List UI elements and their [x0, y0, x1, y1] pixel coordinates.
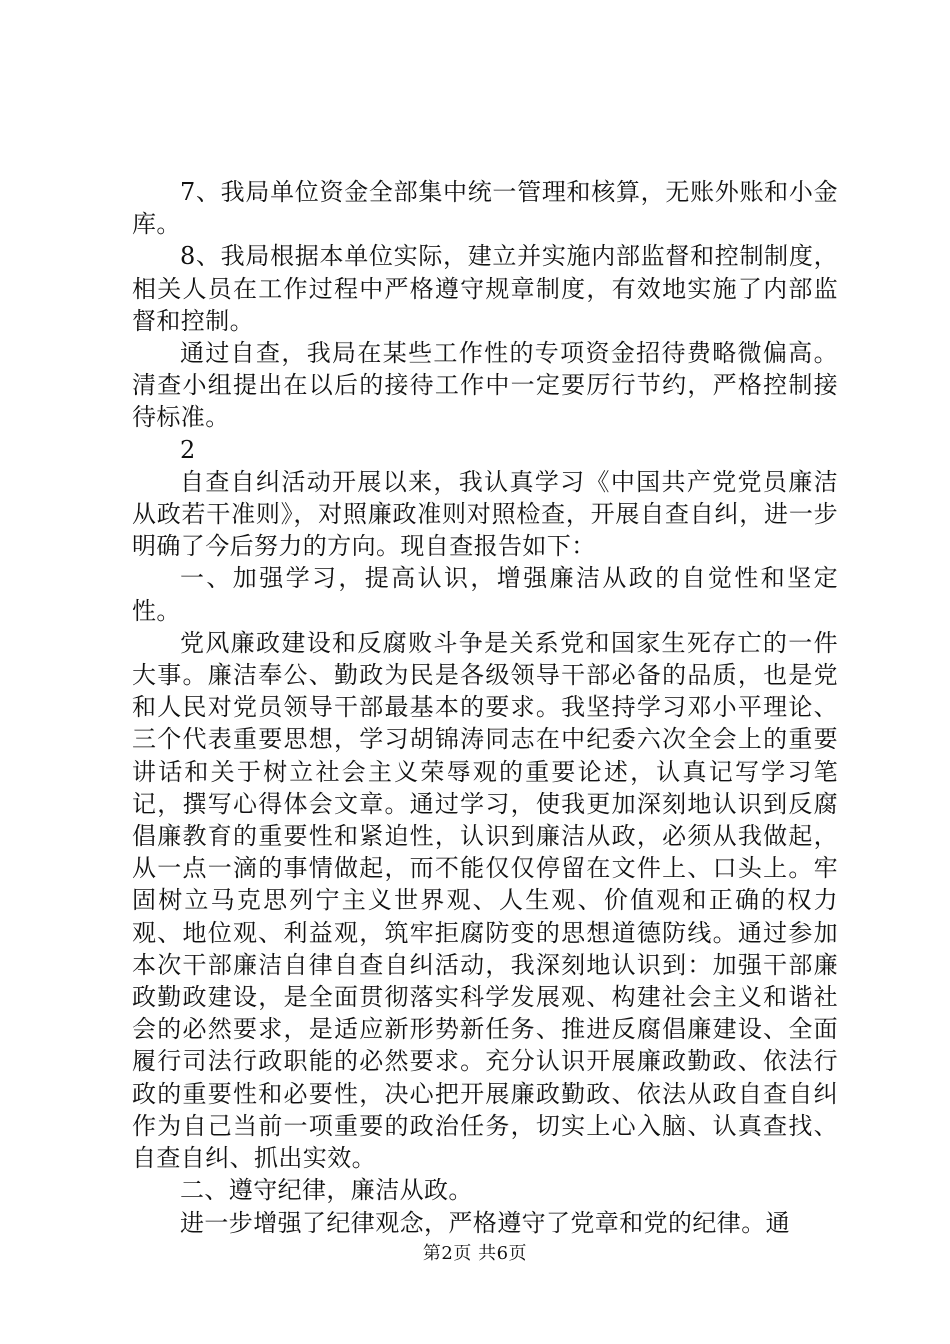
paragraph-study: 党风廉政建设和反腐败斗争是关系党和国家生死存亡的一件大事。廉洁奉公、勤政为民是各级领导干部必备的品质，也是党和人民对党员领导干部最基本的要求。我坚持学习邓小平理论、三个代表重要思想，学习胡锦涛同志在中纪委六次全会上的重要讲话和关于树立社会主义荣辱观的重要论述，认真记写学习笔记，撰写心得体会文章。通过学习，使我更加深刻地认识到反腐倡廉教育的重要性和紧迫性，认识到廉洁从政，必须从我做起，从一点一滴的事情做起，而不能仅仅停留在文件上、口头上。牢固树立马克思列宁主义世界观、人生观、价值观和正确的权力观、地位观、利益观，筑牢拒腐防变的思想道德防线。通过参加本次干部廉洁自律自查自纠活动，我深刻地认识到：加强干部廉政勤政建设，是全面贯彻落实科学发展观、构建社会主义和谐社会的必然要求，是适应新形势新任务、推进反腐倡廉建设、全面履行司法行政职能的必然要求。充分认识开展廉政勤政、依法行政的重要性和必要性，决心把开展廉政勤政、依法从政自查自纠作为自己当前一项重要的政治任务，切实上心入脑、认真查找、自查自纠、抓出实效。: [132, 628, 838, 1173]
paragraph-discipline: 进一步增强了纪律观念，严格遵守了党章和党的纪律。通: [180, 1208, 790, 1237]
page-footer: 第2页 共6页: [422, 1243, 528, 1264]
paragraph-intro: 自查自纠活动开展以来，我认真学习《中国共产党党员廉洁从政若干准则》，对照廉政准则对照检查，开展自查自纠，进一步明确了今后努力的方向。现自查报告如下：: [132, 467, 838, 561]
heading-section-one: 一、加强学习，提高认识，增强廉洁从政的自觉性和坚定性。: [132, 564, 838, 625]
section-number: 2: [180, 435, 196, 464]
paragraph-item-8: 8、我局根据本单位实际，建立并实施内部监督和控制制度，相关人员在工作过程中严格遵守规章制度，有效地实施了内部监督和控制。: [132, 242, 838, 335]
paragraph-self-check-result: 通过自查，我局在某些工作性的专项资金招待费略微偏高。清查小组提出在以后的接待工作中一定要厉行节约，严格控制接待标准。: [132, 339, 838, 432]
document-body: [132, 176, 838, 1239]
heading-section-two: 二、遵守纪律，廉洁从政。: [180, 1176, 473, 1205]
paragraph-item-7: 7、我局单位资金全部集中统一管理和核算，无账外账和小金库。: [132, 178, 838, 239]
